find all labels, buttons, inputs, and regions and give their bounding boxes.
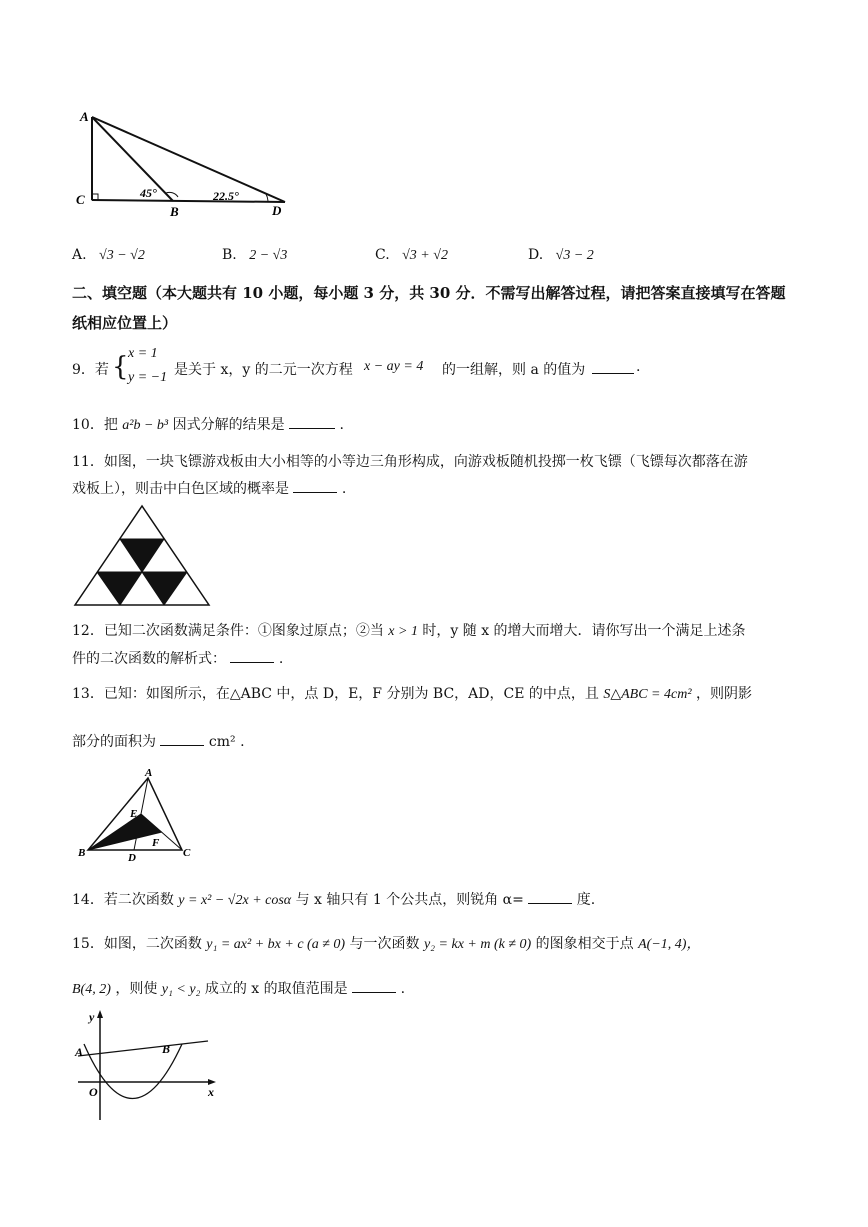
- q8-triangle-figure: [70, 105, 300, 225]
- side-cd: [92, 200, 285, 202]
- q12-text-b: 时，y 随 x 的增大而增大．请你写出一个满足上述条: [422, 623, 746, 639]
- q9-system-line2: y = −1: [128, 370, 168, 385]
- question-9: [72, 344, 812, 394]
- q9-system-line1: x = 1: [128, 346, 158, 361]
- q13-end: .: [240, 734, 245, 750]
- q15-point-b: B(4, 2): [72, 982, 111, 997]
- q8-option-a: [72, 247, 145, 264]
- q15-inequality: y₁ < y₂: [161, 982, 201, 997]
- label-c: C: [76, 192, 85, 207]
- label-x: x: [208, 1085, 214, 1099]
- label-angle-22: 22.5°: [213, 189, 239, 203]
- question-13-line1: [72, 683, 752, 703]
- question-14: [72, 889, 595, 909]
- q15-text: 15．如图，二次函数: [72, 936, 202, 952]
- q11-dartboard-figure: [73, 503, 211, 609]
- q14-expression: y = x² − √2x + cosα: [178, 893, 292, 908]
- q15-quadratic: y₁ = ax² + bx + c (a ≠ 0): [206, 937, 346, 952]
- q9-text: 是关于 x，y 的二元一次方程: [174, 362, 353, 378]
- label-f: F: [152, 837, 160, 849]
- q9-equation: x − ay = 4: [364, 359, 424, 374]
- label-point-b: B: [162, 1042, 171, 1056]
- label-c: C: [183, 847, 191, 859]
- q8-option-c: [375, 247, 448, 264]
- section-2-heading: 二、填空题（本大题共有 10 小题，每小题 3 分，共 30 分．不需写出解答过程，请把答案直接填写在答题纸相应位置上）: [72, 284, 786, 332]
- q15-answer-blank[interactable]: [352, 980, 396, 993]
- question-12-line1: [72, 620, 746, 640]
- q15-text-line2b: 成立的 x 的取值范围是: [204, 981, 348, 997]
- q13-text: 13．已知：如图所示，在△ABC 中，点 D，E，F 分别为 BC，AD，CE 的中点，且: [72, 686, 599, 702]
- q11-text: 戏板上），则击中白色区域的概率是: [72, 481, 289, 497]
- label-a: A: [80, 109, 89, 124]
- option-letter: B.: [222, 247, 237, 263]
- question-15-line1: [72, 933, 700, 953]
- q11-answer-blank[interactable]: [293, 480, 337, 493]
- q11-end: .: [341, 481, 347, 497]
- q15-point-a: A(−1, 4)，: [638, 937, 701, 952]
- label-origin: O: [89, 1085, 98, 1099]
- side-ab: [92, 117, 173, 201]
- question-12-line2: [72, 648, 283, 668]
- q10-expression: a²b − b³: [122, 418, 169, 433]
- q10-number: 10．把: [72, 417, 118, 433]
- q14-end: 度.: [576, 892, 596, 908]
- q14-text-tail: 与 x 轴只有 1 个公共点，则锐角 α=: [295, 892, 524, 908]
- label-d: D: [128, 852, 136, 864]
- q9-answer-blank[interactable]: [592, 361, 634, 374]
- label-d: D: [272, 203, 282, 218]
- option-letter: D.: [528, 247, 544, 263]
- label-a: A: [145, 767, 153, 779]
- question-10: [72, 414, 344, 434]
- shaded-region: [88, 814, 162, 850]
- q15-text-line2: ，则使: [115, 981, 158, 997]
- q12-text-line2: 件的二次函数的解析式：: [72, 651, 226, 667]
- q15-text-b: 的图象相交于点: [535, 936, 634, 952]
- q13-unit: cm²: [208, 734, 236, 750]
- q13-triangle-figure: [74, 764, 199, 864]
- option-expr: √3 + √2: [402, 248, 448, 263]
- q9-text-tail: 的一组解，则 a 的值为: [442, 362, 586, 378]
- option-letter: C.: [375, 247, 390, 263]
- question-15-line2: [72, 978, 405, 998]
- q15-graph-figure: [72, 1008, 222, 1123]
- q13-answer-blank[interactable]: [160, 733, 204, 746]
- q8-option-d: [528, 247, 594, 264]
- q13-text-b: ，则阴影: [695, 686, 752, 702]
- option-expr: √3 − 2: [555, 248, 594, 263]
- side-ad: [92, 117, 285, 202]
- q14-answer-blank[interactable]: [528, 891, 572, 904]
- q12-condition: x > 1: [388, 624, 418, 639]
- q9-number: 9．若: [72, 362, 109, 378]
- q13-area: S△ABC = 4cm²: [603, 687, 692, 702]
- q14-text: 14．若二次函数: [72, 892, 174, 908]
- q9-brace: {: [112, 352, 129, 382]
- q15-end: .: [400, 981, 406, 997]
- option-expr: √3 − √2: [99, 248, 145, 263]
- q12-end: .: [278, 651, 284, 667]
- q10-end: .: [339, 417, 344, 433]
- q9-end: .: [636, 359, 641, 375]
- q8-option-b: [222, 247, 287, 264]
- option-expr: 2 − √3: [249, 248, 288, 263]
- label-e: E: [130, 808, 138, 820]
- q10-answer-blank[interactable]: [289, 416, 335, 429]
- q13-text-line2: 部分的面积为: [72, 734, 156, 750]
- label-b: B: [170, 204, 179, 219]
- question-13-line2: [72, 731, 245, 751]
- question-11-line2: [72, 478, 346, 498]
- label-point-a: A: [75, 1045, 84, 1059]
- label-b: B: [78, 847, 86, 859]
- y-axis-arrow: [97, 1010, 103, 1018]
- q12-answer-blank[interactable]: [230, 650, 274, 663]
- option-letter: A.: [72, 247, 87, 263]
- linear-function-line: [78, 1041, 208, 1056]
- label-angle-45: 45°: [140, 186, 157, 200]
- q10-text: 因式分解的结果是: [172, 417, 285, 433]
- q12-text: 12．已知二次函数满足条件：①图象过原点；②当: [72, 623, 384, 639]
- q15-linear: y₂ = kx + m (k ≠ 0): [423, 937, 532, 952]
- question-11-line1: 11．如图，一块飞镖游戏板由大小相等的小等边三角形构成，向游戏板随机投掷一枚飞镖（飞镖每次都落在游: [72, 454, 748, 470]
- q15-text-mid: 与一次函数: [349, 936, 420, 952]
- label-y: y: [89, 1010, 95, 1024]
